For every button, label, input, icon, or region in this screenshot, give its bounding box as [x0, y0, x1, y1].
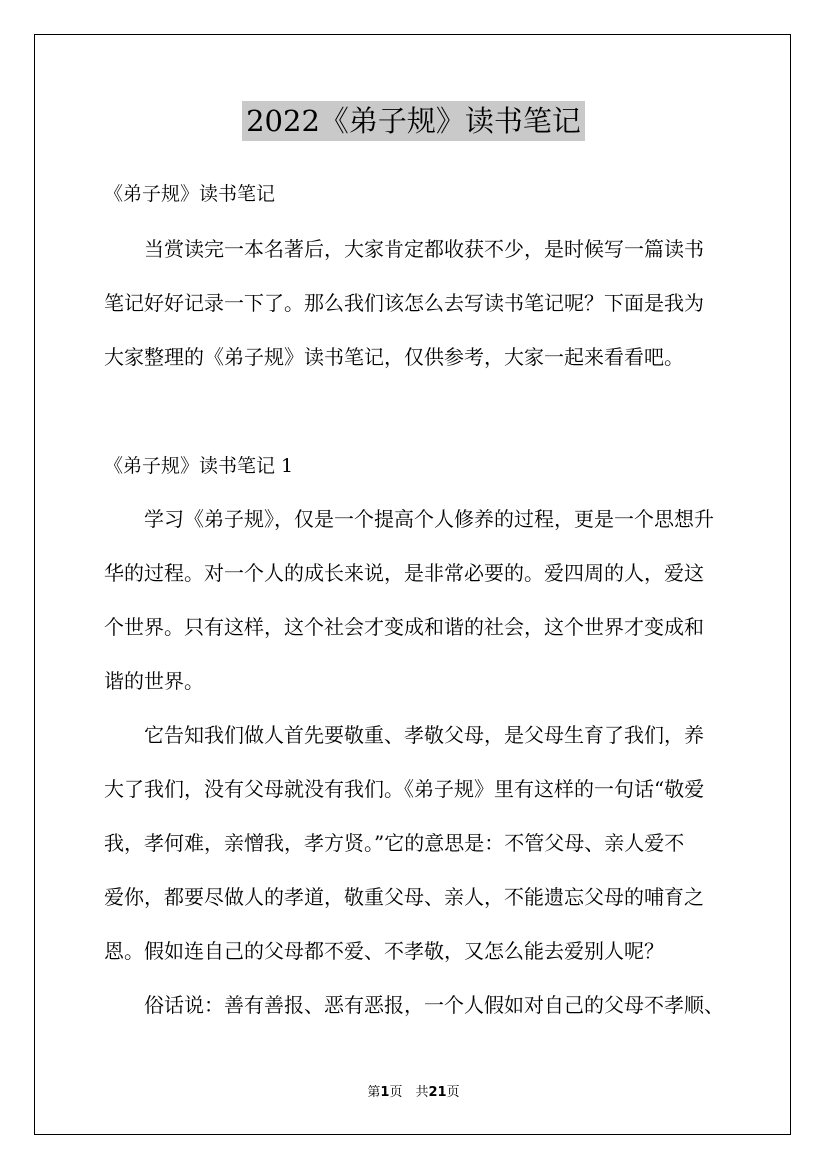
section-line-10: 俗话说：善有善报、恶有恶报，一个人假如对自己的父母不孝顺、 — [144, 993, 724, 1017]
intro-heading: 《弟子规》读书笔记 — [104, 183, 276, 205]
page-footer — [0, 1084, 827, 1102]
section-heading: 《弟子规》读书笔记 1 — [104, 455, 294, 477]
section-line-5: 它告知我们做人首先要敬重、孝敬父母，是父母生育了我们，养 — [144, 723, 704, 747]
intro-line-2: 笔记好好记录一下了。那么我们该怎么去写读书笔记呢？下面是我为 — [104, 291, 704, 315]
section-line-7: 我，孝何难，亲憎我，孝方贤。”它的意思是：不管父母、亲人爱不 — [104, 831, 685, 855]
section-line-1: 学习《弟子规》，仅是一个提高个人修养的过程，更是一个思想升 — [144, 507, 714, 531]
section-line-6: 大了我们，没有父母就没有我们。《弟子规》里有这样的一句话“敬爱 — [104, 777, 705, 801]
document-title: 2022《弟子规》读书笔记 — [242, 101, 585, 141]
intro-line-1: 当赏读完一本名著后，大家肯定都收获不少，是时候写一篇读书 — [144, 237, 704, 261]
section-line-4: 谐的世界。 — [104, 669, 204, 693]
section-line-9: 恩。假如连自己的父母都不爱、不孝敬，又怎么能去爱别人呢？ — [104, 939, 664, 963]
section-line-2: 华的过程。对一个人的成长来说，是非常必要的。爱四周的人，爱这 — [104, 561, 704, 585]
footer-prefix: 第 — [367, 1085, 381, 1100]
section-line-8: 爱你，都要尽做人的孝道，敬重父母、亲人，不能遗忘父母的哺育之 — [104, 885, 704, 909]
footer-page-number: 1 — [380, 1085, 390, 1100]
footer-total-pages: 21 — [428, 1085, 447, 1100]
intro-line-3: 大家整理的《弟子规》读书笔记，仅供参考，大家一起来看看吧。 — [104, 345, 684, 369]
footer-suffix: 页 — [446, 1085, 460, 1100]
title-container — [0, 101, 827, 141]
section-line-3: 个世界。只有这样，这个社会才变成和谐的社会，这个世界才变成和 — [104, 615, 704, 639]
footer-mid: 页 共 — [389, 1085, 429, 1100]
